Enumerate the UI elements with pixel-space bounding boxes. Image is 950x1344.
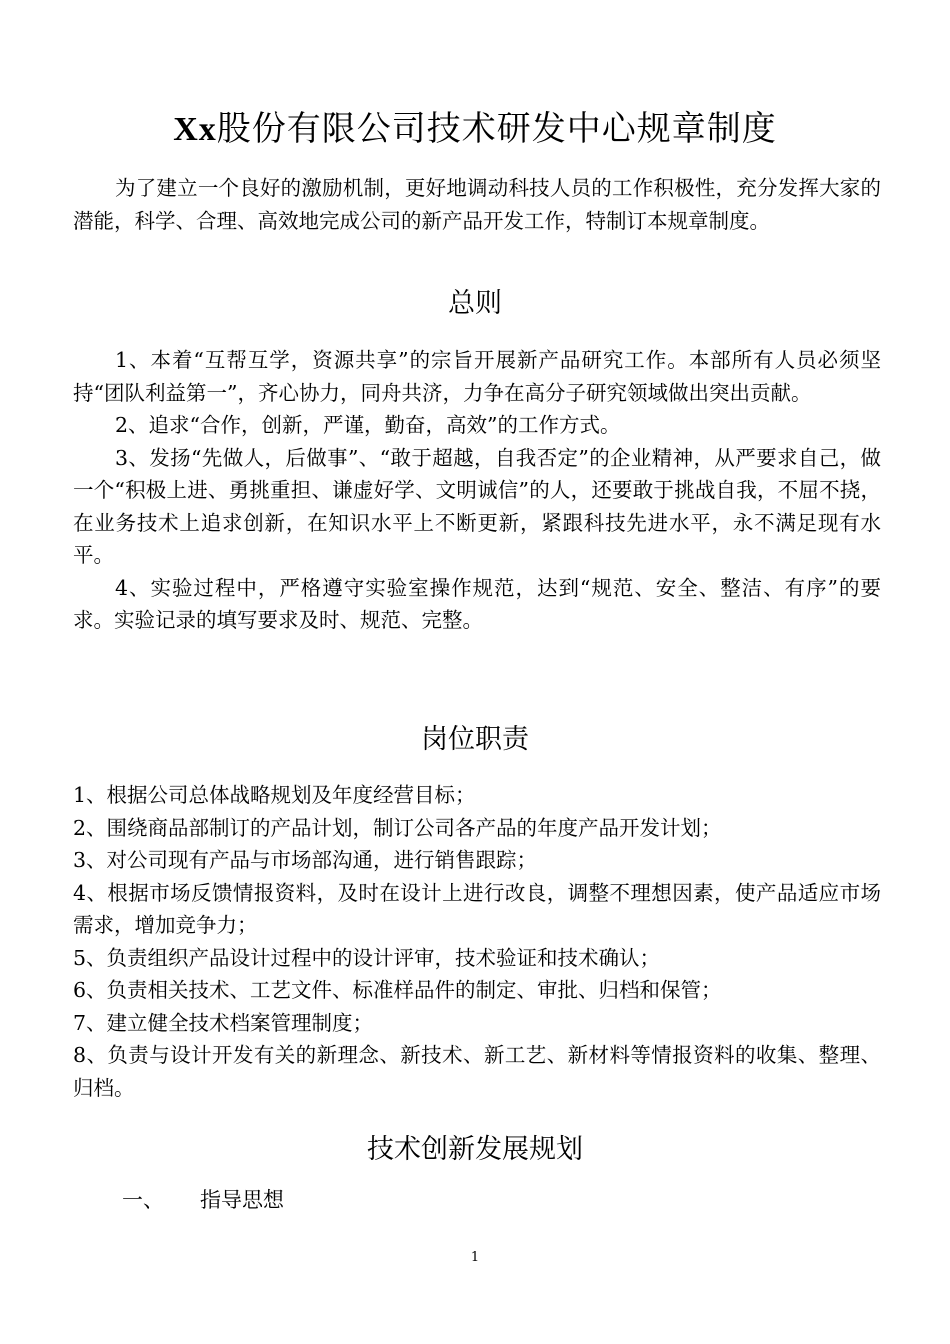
- subsection-heading: [122, 1184, 284, 1216]
- subsection-number: 一、: [122, 1188, 164, 1212]
- section-heading-general: 总则: [448, 288, 502, 319]
- duty-item: 3、对公司现有产品与市场部沟通，进行销售跟踪；: [73, 848, 538, 872]
- duty-item: 6、负责相关技术、工艺文件、标准样品件的制定、审批、归档和保管；: [73, 978, 722, 1002]
- subsection-title: 指导思想: [200, 1188, 284, 1212]
- page-number: 1: [470, 1250, 480, 1265]
- intro-paragraph: 为了建立一个良好的激励机制，更好地调动科技人员的工作积极性，充分发挥大家的潜能，科学、合理、高效地完成公司的新产品开发工作，特制订本规章制度。: [73, 176, 881, 233]
- rule-paragraph: 2、追求“合作，创新，严谨，勤奋，高效”的工作方式。: [115, 413, 621, 437]
- rule-paragraph: 4、实验过程中，严格遵守实验室操作规范，达到“规范、安全、整洁、有序”的要求。实验记录的填写要求及时、规范、完整。: [73, 575, 881, 632]
- section-heading-duties: 岗位职责: [421, 724, 529, 755]
- rule-paragraph: 1、本着“互帮互学，资源共享”的宗旨开展新产品研究工作。本部所有人员必须坚持“团队利益第一”，齐心协力，同舟共济，力争在高分子研究领域做出突出贡献。: [73, 348, 881, 405]
- page-title: [0, 104, 950, 155]
- duty-item: 7、建立健全技术档案管理制度；: [73, 1010, 374, 1035]
- duties-list: [73, 779, 881, 1104]
- title-text: 股份有限公司技术研发中心规章制度: [216, 109, 777, 149]
- duty-item: 5、负责组织产品设计过程中的设计评审，技术验证和技术确认；: [73, 945, 661, 970]
- duty-item: 4、根据市场反馈情报资料，及时在设计上进行改良，调整不理想因素，使产品适应市场需求，增加竞争力；: [73, 880, 881, 937]
- title-prefix: Xx: [173, 111, 217, 148]
- general-rules: [73, 344, 881, 637]
- rule-paragraph: 3、发扬“先做人，后做事”、“敢于超越，自我否定”的企业精神，从严要求自己，做一个“积极上进、勇挑重担、谦虚好学、文明诚信”的人，还要敢于挑战自我，不屈不挠，在业务技术上追求创新，在知识水平上不断更新，紧跟科技先进水平，永不满足现有水平。: [73, 445, 881, 567]
- duty-item: 8、负责与设计开发有关的新理念、新技术、新工艺、新材料等情报资料的收集、整理、归档。: [73, 1043, 881, 1100]
- duty-item: 2、围绕商品部制订的产品计划，制订公司各产品的年度产品开发计划；: [73, 815, 722, 840]
- duty-item: 1、根据公司总体战略规划及年度经营目标；: [73, 783, 476, 807]
- section-heading-innovation: 技术创新发展规划: [367, 1134, 583, 1165]
